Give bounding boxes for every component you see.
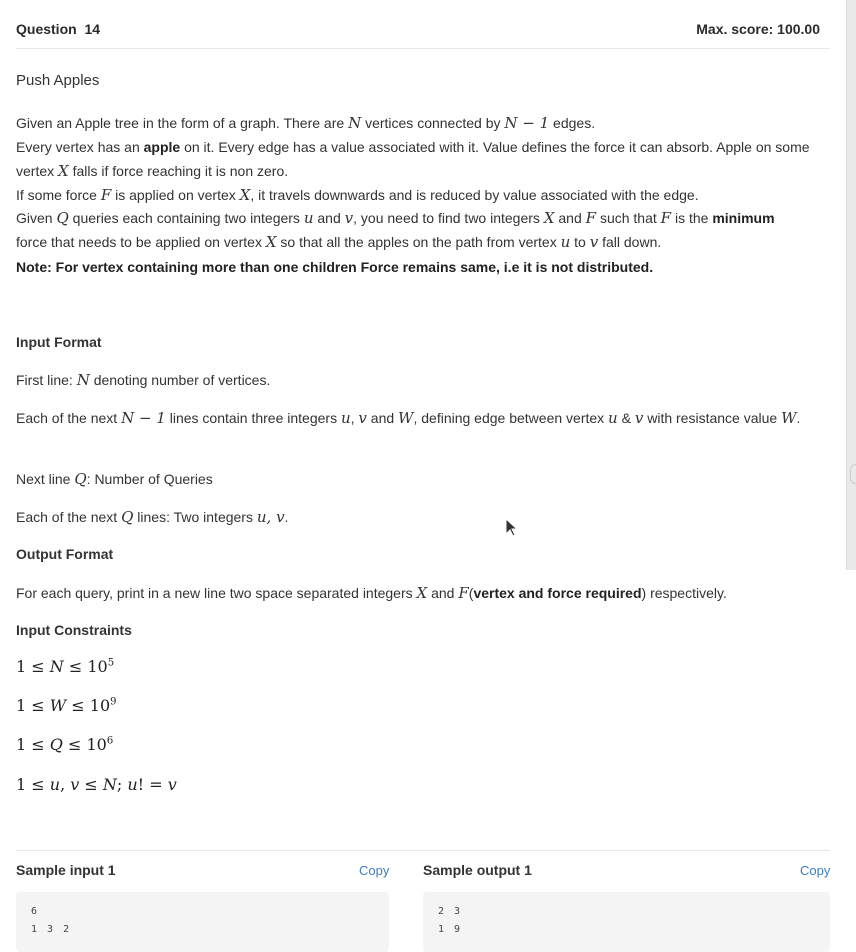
input-constraints-heading: Input Constraints <box>16 622 132 638</box>
statement-line-2: Every vertex has an apple on it. Every edge has a value associated with it. Value defines the force it can absorb. Apple on some vertex X falls if force reaching it is non zero. <box>16 139 810 180</box>
sample-input-box <box>16 892 389 952</box>
question-header <box>16 20 830 49</box>
sample-output-label: Sample output 1 <box>423 862 532 878</box>
samples-divider <box>16 850 830 851</box>
sample-output-box <box>423 892 830 952</box>
sample-output-line: 2 3 <box>438 906 463 917</box>
max-score: Max. score: 100.00 <box>696 21 820 37</box>
statement-line-4: Given Q queries each containing two integers u and v, you need to find two integers X and F such that F is the minimum force that needs to be applied on vertex X so that all the apples on the path from vertex u to v fall down. <box>16 209 775 251</box>
problem-title: Push Apples <box>16 72 100 89</box>
page-scrollbar[interactable] <box>846 0 856 570</box>
sample-input-line: 1 3 2 <box>31 924 72 935</box>
statement-note: Note: For vertex containing more than one children Force remains same, i.e it is not distributed. <box>16 259 654 275</box>
input-format-heading: Input Format <box>16 334 102 350</box>
sample-input-label: Sample input 1 <box>16 862 116 878</box>
constraint-w: $1 \le W \le 10^9$ <box>16 696 117 715</box>
constraint-q: $1 \le Q \le 10^6$ <box>16 735 114 754</box>
copy-sample-input-button[interactable]: Copy <box>359 863 390 878</box>
scroll-handle[interactable] <box>850 464 856 484</box>
statement-line-1: Given an Apple tree in the form of a graph. There are N vertices connected by N − 1 edges. <box>16 114 596 132</box>
sample-input-line: 6 <box>31 906 40 917</box>
constraint-n: $1 \le N \le 10^5$ <box>16 657 115 676</box>
question-number: Question 14 <box>16 21 101 37</box>
input-format-line-1: First line: N denoting number of vertices. <box>16 371 271 389</box>
statement-line-3: If some force F is applied on vertex X, it travels downwards and is reduced by value associated with the edge. <box>16 186 699 204</box>
copy-sample-output-button[interactable]: Copy <box>800 863 831 878</box>
input-format-line-2: Each of the next N − 1 lines contain three integers u, v and W, defining edge between vertex u & v with resistance value W. <box>16 409 801 427</box>
mouse-cursor-icon <box>505 518 519 538</box>
output-format-heading: Output Format <box>16 546 114 562</box>
input-format-line-4: Each of the next Q lines: Two integers u, v. <box>16 508 289 526</box>
output-format-line-1: For each query, print in a new line two space separated integers X and F(vertex and force required) respectively. <box>16 584 727 602</box>
constraint-uv: 1 ≤ u, v ≤ N; u! = v <box>16 775 177 794</box>
sample-output-line: 1 9 <box>438 924 463 935</box>
input-format-line-3: Next line Q: Number of Queries <box>16 470 213 488</box>
